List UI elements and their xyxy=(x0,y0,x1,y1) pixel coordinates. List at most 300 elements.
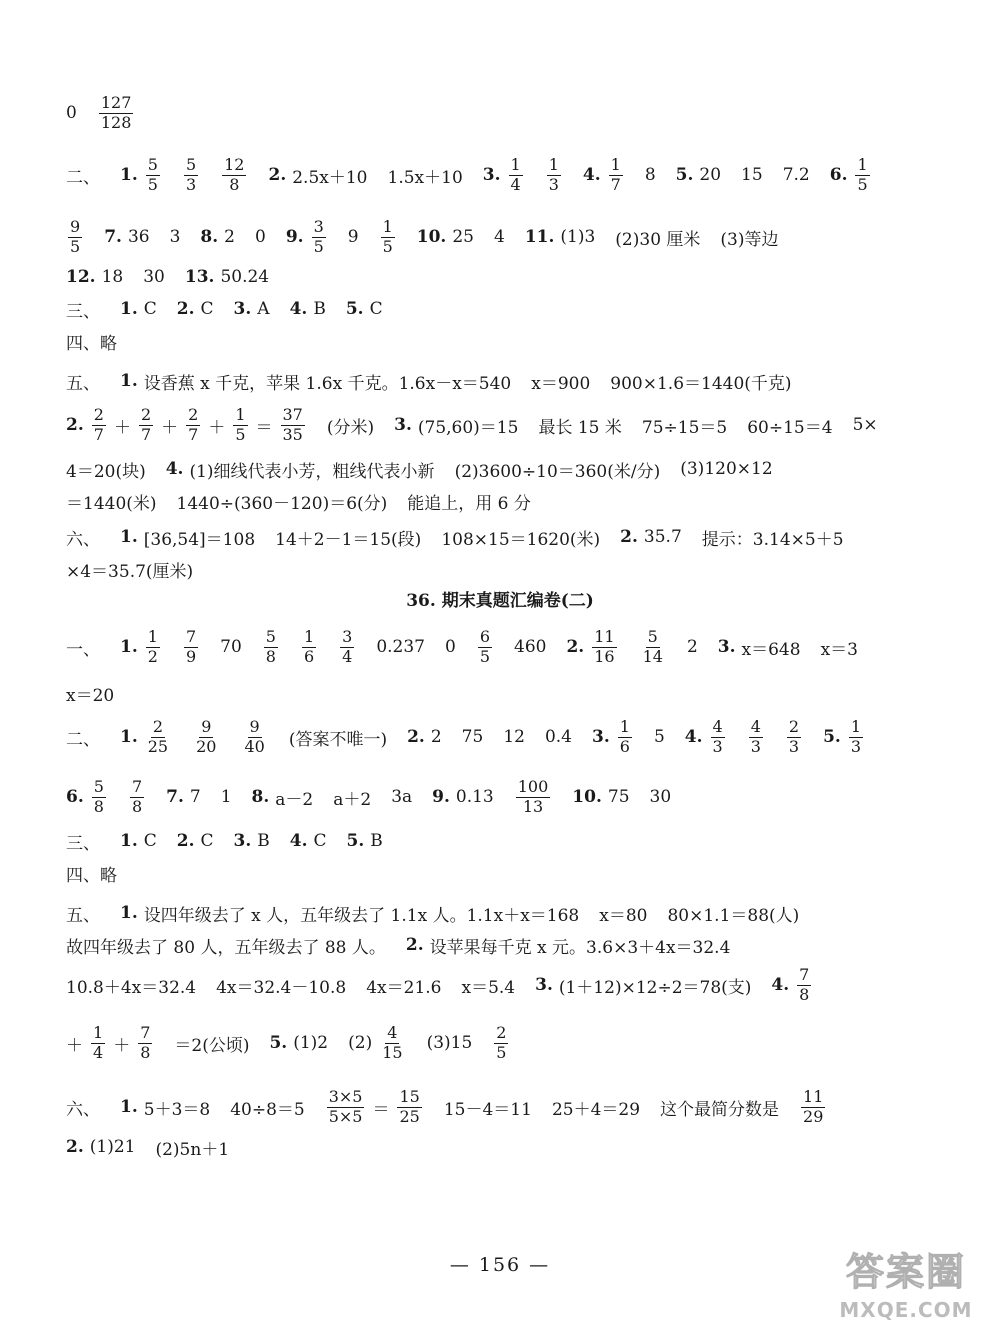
answer-text: 四、略 xyxy=(66,865,117,886)
page-number: — 156 — xyxy=(449,1254,551,1276)
numerator: 12 xyxy=(224,154,245,174)
question-number: 3. xyxy=(233,299,252,319)
numerator: 4 xyxy=(750,716,761,736)
answer-text: 1 xyxy=(220,787,232,807)
denominator: 15 xyxy=(382,1042,403,1062)
answer-text: ＋ xyxy=(113,417,131,438)
fraction xyxy=(514,776,553,816)
answer-text: 2.5x＋10 xyxy=(292,167,368,188)
question-number: 3. xyxy=(717,637,736,657)
answer-text: 2 xyxy=(686,637,698,657)
answer-text: ＋ xyxy=(161,417,179,438)
fraction xyxy=(847,716,865,756)
fraction-stack xyxy=(787,716,801,756)
denominator: 3 xyxy=(850,736,862,756)
answer-text: x＝20 xyxy=(66,685,115,706)
answer-text: (75,60)＝15 xyxy=(417,417,519,438)
answer-text: 四、略 xyxy=(66,333,117,354)
answer-text: 设四年级去了 x 人，五年级去了 1.1x 人。1.1x＋x＝168 xyxy=(143,905,580,926)
answer-text: a＋2 xyxy=(333,789,372,810)
numerator: 11 xyxy=(594,626,615,646)
denominator: 2 xyxy=(147,646,158,666)
answer-text: 25 xyxy=(452,227,474,247)
denominator: 8 xyxy=(265,646,276,666)
question-number: 11. xyxy=(524,227,555,247)
fraction-stack xyxy=(855,154,869,194)
answer-text: C xyxy=(369,299,383,319)
question-number: 2. xyxy=(407,727,425,747)
fraction xyxy=(184,404,202,444)
fraction xyxy=(799,1086,827,1126)
answer-line xyxy=(66,1122,946,1172)
answer-text: 30 xyxy=(649,787,672,807)
answer-text: 六、 xyxy=(66,1099,100,1120)
fraction-stack xyxy=(797,964,811,1004)
fraction-stack xyxy=(381,216,395,256)
fraction-stack xyxy=(91,1022,105,1062)
question-number: 4. xyxy=(289,299,308,319)
numerator: 11 xyxy=(803,1086,824,1106)
answer-text: 五、 xyxy=(66,905,100,926)
numerator: 1 xyxy=(235,404,246,424)
numerator: 1 xyxy=(610,154,621,174)
answer-text: 35.7 xyxy=(643,527,682,547)
answer-text: (1＋12)×12÷2＝78(支) xyxy=(558,977,752,998)
answer-text: 5× xyxy=(852,415,878,435)
fraction xyxy=(590,626,618,666)
question-number: 6. xyxy=(66,787,84,807)
numerator: 127 xyxy=(100,92,132,112)
fraction-stack xyxy=(509,154,523,194)
fraction xyxy=(97,92,136,132)
answer-line xyxy=(66,356,946,406)
answer-text: C xyxy=(200,831,214,851)
answer-text: 1440÷(360－120)＝6(分) xyxy=(176,493,388,514)
question-number: 1. xyxy=(120,371,138,391)
fraction xyxy=(853,154,871,194)
denominator: 7 xyxy=(140,424,152,444)
fraction xyxy=(325,1086,367,1126)
question-number: 5. xyxy=(823,727,841,747)
question-number: 4. xyxy=(289,831,308,851)
answer-text: 一、 xyxy=(66,639,100,660)
fraction xyxy=(395,1086,423,1126)
question-number: 3. xyxy=(482,165,501,185)
answer-text: x＝3 xyxy=(820,639,858,660)
fraction-stack xyxy=(302,626,316,666)
answer-text: ＋ xyxy=(66,1035,83,1056)
answer-text: ＝1440(米) xyxy=(66,493,157,514)
answer-line xyxy=(66,150,946,200)
fraction-stack xyxy=(146,626,160,666)
numerator: 7 xyxy=(140,1022,151,1042)
numerator: 1 xyxy=(382,216,393,236)
fraction xyxy=(128,776,146,816)
answer-line xyxy=(66,1018,946,1068)
answer-text: 0.237 xyxy=(376,637,425,657)
answer-text: x＝900 xyxy=(531,373,591,394)
fraction-stack xyxy=(186,404,200,444)
fraction xyxy=(136,1022,154,1062)
question-number: 8. xyxy=(251,787,270,807)
numerator: 6 xyxy=(479,626,491,646)
question-number: 1. xyxy=(120,727,138,747)
question-number: 6. xyxy=(829,165,848,185)
numerator: 5 xyxy=(647,626,658,646)
answer-text: (分米) xyxy=(326,417,375,438)
question-number: 2. xyxy=(405,935,424,955)
fraction-stack xyxy=(130,776,144,816)
answer-text: ＝2(公顷) xyxy=(174,1035,250,1056)
answer-text: 这个最简分数是 xyxy=(660,1099,780,1120)
answer-text: 0.4 xyxy=(544,727,572,747)
fraction xyxy=(492,1022,510,1062)
denominator: 8 xyxy=(93,796,104,816)
question-number: 1. xyxy=(120,165,138,185)
fraction xyxy=(231,404,249,444)
answer-line xyxy=(66,622,946,672)
numerator: 7 xyxy=(799,964,810,984)
answer-text: 4 xyxy=(493,227,505,247)
answer-text: 3 xyxy=(169,227,181,247)
question-number: 9. xyxy=(432,787,450,807)
answer-text: (3)等边 xyxy=(720,229,779,250)
denominator: 8 xyxy=(140,1042,151,1062)
answer-text: 4x＝21.6 xyxy=(366,977,442,998)
fraction xyxy=(90,776,108,816)
numerator: 5 xyxy=(93,776,104,796)
denominator: 4 xyxy=(93,1042,104,1062)
denominator: 3 xyxy=(548,174,559,194)
answer-text: 故四年级去了 80 人，五年级去了 88 人。 xyxy=(66,937,386,958)
watermark-main: 答案圈 xyxy=(845,1250,966,1294)
answer-text: 0 xyxy=(66,103,77,123)
denominator: 8 xyxy=(131,796,143,816)
fraction xyxy=(607,154,625,194)
denominator: 8 xyxy=(799,984,810,1004)
fraction xyxy=(144,626,162,666)
denominator: 40 xyxy=(244,736,265,756)
numerator: 15 xyxy=(399,1086,420,1106)
denominator: 5 xyxy=(496,1042,507,1062)
answer-text: x＝80 xyxy=(599,905,648,926)
fraction xyxy=(240,716,268,756)
answer-text: (2)3600÷10＝360(米/分) xyxy=(454,461,661,482)
fraction-stack xyxy=(68,216,82,256)
question-number: 3. xyxy=(233,831,252,851)
answer-text: (1)21 xyxy=(89,1137,136,1157)
denominator: 9 xyxy=(185,646,197,666)
answer-text: 75÷15＝5 xyxy=(641,417,728,438)
denominator: 8 xyxy=(229,174,240,194)
answer-text: 5＋3＝8 xyxy=(143,1099,211,1120)
answer-line xyxy=(66,772,946,822)
fraction-stack xyxy=(592,626,616,666)
answer-text: [36,54]＝108 xyxy=(143,529,256,550)
denominator: 4 xyxy=(510,174,521,194)
fraction-stack xyxy=(92,404,106,444)
question-number: 2. xyxy=(66,1137,84,1157)
answer-text: C xyxy=(200,299,214,319)
answer-line xyxy=(66,88,946,138)
question-number: 5. xyxy=(345,299,364,319)
denominator: 3 xyxy=(712,736,723,756)
answer-text: 五、 xyxy=(66,373,100,394)
numerator: 2 xyxy=(496,1022,507,1042)
answer-text: (2)5n＋1 xyxy=(155,1139,230,1160)
fraction xyxy=(90,404,108,444)
fraction-stack xyxy=(494,1022,508,1062)
answer-text: 2 xyxy=(224,227,235,247)
answer-text: 4＝20(块) xyxy=(66,461,146,482)
denominator: 5 xyxy=(70,236,81,256)
answer-text: 最长 15 米 xyxy=(538,417,622,438)
numerator: 1 xyxy=(850,716,862,736)
watermark-domain: MXQE.COM xyxy=(839,1298,973,1322)
answer-text: B xyxy=(313,299,326,319)
numerator: 3×5 xyxy=(328,1086,363,1106)
answer-text: 设香蕉 x 千克，苹果 1.6x 千克。1.6x－x＝540 xyxy=(143,373,512,394)
answer-text: 1.5x＋10 xyxy=(387,167,463,188)
question-number: 8. xyxy=(200,227,219,247)
answer-text: 提示：3.14×5＋5 xyxy=(701,529,844,550)
answer-text: 12 xyxy=(503,727,525,747)
question-number: 3. xyxy=(394,415,412,435)
denominator: 5 xyxy=(382,236,393,256)
fraction xyxy=(300,626,318,666)
denominator: 25 xyxy=(147,736,169,756)
answer-text: 15 xyxy=(741,165,763,185)
fraction xyxy=(89,1022,107,1062)
denominator: 3 xyxy=(750,736,761,756)
fraction xyxy=(476,626,494,666)
answer-text: 7.2 xyxy=(782,165,810,185)
numerator: 4 xyxy=(712,716,723,736)
question-number: 10. xyxy=(572,787,602,807)
fraction-stack xyxy=(641,626,665,666)
fraction-stack xyxy=(222,154,246,194)
answer-text: 三、 xyxy=(66,833,100,854)
question-number: 1. xyxy=(120,1097,138,1117)
answer-text: x＝5.4 xyxy=(461,977,516,998)
fraction xyxy=(182,626,200,666)
fraction xyxy=(379,216,397,256)
answer-line xyxy=(66,712,946,762)
answer-text: 18 xyxy=(101,267,124,287)
denominator: 5×5 xyxy=(328,1106,363,1126)
fraction xyxy=(795,964,813,1004)
answer-text: 二、 xyxy=(66,167,100,188)
question-number: 7. xyxy=(104,227,122,247)
fraction xyxy=(137,404,155,444)
question-number: 5. xyxy=(675,165,694,185)
numerator: 5 xyxy=(185,154,197,174)
answer-text: (2) xyxy=(348,1033,373,1053)
answer-text: 60÷15＝4 xyxy=(747,417,833,438)
answer-text: A xyxy=(257,299,270,319)
answer-text: 0 xyxy=(254,227,266,247)
denominator: 5 xyxy=(857,174,868,194)
answer-text: C xyxy=(313,831,327,851)
answer-text: 25＋4＝29 xyxy=(551,1099,641,1120)
question-number: 4. xyxy=(684,727,703,747)
fraction-stack xyxy=(711,716,725,756)
denominator: 29 xyxy=(803,1106,824,1126)
answer-text: 0.13 xyxy=(455,787,494,807)
fraction xyxy=(507,154,525,194)
numerator: 7 xyxy=(185,626,197,646)
watermark-logo xyxy=(820,1246,992,1336)
fraction xyxy=(220,154,248,194)
section-title: 36. 期末真题汇编卷(二) xyxy=(406,591,594,611)
question-number: 2. xyxy=(176,299,195,319)
answer-text: 40÷8＝5 xyxy=(230,1099,305,1120)
fraction-stack xyxy=(233,404,247,444)
fraction xyxy=(262,626,280,666)
fraction xyxy=(144,716,172,756)
numerator: 1 xyxy=(147,626,158,646)
numerator: 2 xyxy=(188,404,199,424)
fraction xyxy=(192,716,220,756)
fraction xyxy=(66,216,84,256)
fraction-stack xyxy=(146,716,170,756)
fraction xyxy=(785,716,803,756)
fraction-stack xyxy=(618,716,632,756)
question-number: 1. xyxy=(120,903,138,923)
answer-text: 15－4＝11 xyxy=(443,1099,532,1120)
answer-text: 75 xyxy=(607,787,630,807)
numerator: 7 xyxy=(131,776,143,796)
denominator: 128 xyxy=(100,112,132,132)
question-number: 1. xyxy=(120,527,138,547)
denominator: 14 xyxy=(642,646,663,666)
denominator: 3 xyxy=(788,736,800,756)
answer-text: ＋ xyxy=(113,1035,131,1056)
answer-text: ×4＝35.7(厘米) xyxy=(66,561,194,582)
answer-text: (答案不唯一) xyxy=(288,729,388,750)
denominator: 35 xyxy=(282,424,303,444)
answer-text: 108×15＝1620(米) xyxy=(441,529,601,550)
fraction xyxy=(545,154,563,194)
fraction-stack xyxy=(609,154,623,194)
answer-text: 80×1.1＝88(人) xyxy=(667,905,800,926)
numerator: 2 xyxy=(152,716,164,736)
fraction-stack xyxy=(99,92,134,132)
answer-text: (1)3 xyxy=(560,227,596,247)
fraction xyxy=(182,154,200,194)
answer-text: 36 xyxy=(127,227,150,247)
fraction xyxy=(279,404,307,444)
denominator: 4 xyxy=(342,646,353,666)
answer-line xyxy=(66,960,946,1010)
question-number: 4. xyxy=(771,975,790,995)
fraction-stack xyxy=(849,716,863,756)
fraction-stack xyxy=(146,154,160,194)
answer-text: 二、 xyxy=(66,729,100,750)
numerator: 1 xyxy=(857,154,868,174)
numerator: 5 xyxy=(147,154,158,174)
denominator: 20 xyxy=(196,736,217,756)
numerator: 4 xyxy=(387,1022,398,1042)
answer-text: (3)15 xyxy=(426,1033,473,1053)
answer-text: 9 xyxy=(347,227,359,247)
question-number: 3. xyxy=(535,975,553,995)
answer-text: ＝ xyxy=(255,417,273,438)
question-number: 5. xyxy=(346,831,365,851)
fraction-stack xyxy=(194,716,218,756)
answer-text: 能追上，用 6 分 xyxy=(407,493,531,514)
fraction-stack xyxy=(397,1086,421,1126)
numerator: 37 xyxy=(282,404,303,424)
denominator: 6 xyxy=(619,736,630,756)
answer-text: 8 xyxy=(644,165,656,185)
answer-text: 75 xyxy=(461,727,484,747)
question-number: 2. xyxy=(176,831,195,851)
fraction-stack xyxy=(138,1022,152,1062)
answer-text: C xyxy=(143,299,157,319)
answer-text: C xyxy=(143,831,157,851)
fraction-stack xyxy=(801,1086,825,1126)
fraction-stack xyxy=(340,626,354,666)
denominator: 25 xyxy=(399,1106,420,1126)
numerator: 3 xyxy=(342,626,353,646)
answer-text: 900×1.6＝1440(千克) xyxy=(610,373,792,394)
numerator: 9 xyxy=(201,716,212,736)
answer-text: 70 xyxy=(220,637,242,657)
answer-text: 2 xyxy=(430,727,442,747)
question-number: 2. xyxy=(620,527,638,547)
fraction-stack xyxy=(749,716,763,756)
answer-text: ＝ xyxy=(372,1099,390,1120)
answer-line xyxy=(66,400,946,450)
fraction-stack xyxy=(242,716,266,756)
fraction-stack xyxy=(184,626,198,666)
fraction-stack xyxy=(281,404,305,444)
numerator: 9 xyxy=(249,716,260,736)
answer-line xyxy=(66,668,946,718)
fraction xyxy=(747,716,765,756)
question-number: 12. xyxy=(66,267,96,287)
denominator: 6 xyxy=(303,646,315,666)
fraction-stack xyxy=(327,1086,365,1126)
numerator: 5 xyxy=(265,626,276,646)
answer-text: 50.24 xyxy=(220,267,270,287)
fraction-stack xyxy=(547,154,561,194)
numerator: 1 xyxy=(303,626,315,646)
answer-text: x＝648 xyxy=(741,639,801,660)
question-number: 10. xyxy=(416,227,447,247)
denominator: 5 xyxy=(147,174,158,194)
denominator: 13 xyxy=(522,796,544,816)
denominator: 16 xyxy=(594,646,615,666)
answer-text: 3a xyxy=(391,787,413,807)
numerator: 1 xyxy=(510,154,521,174)
question-number: 5. xyxy=(269,1033,288,1053)
question-number: 2. xyxy=(268,165,287,185)
denominator: 7 xyxy=(93,424,104,444)
answer-text: 7 xyxy=(189,787,201,807)
fraction xyxy=(144,154,162,194)
fraction-stack xyxy=(516,776,551,816)
numerator: 1 xyxy=(548,154,559,174)
fraction xyxy=(378,1022,406,1062)
numerator: 1 xyxy=(93,1022,104,1042)
numerator: 2 xyxy=(788,716,800,736)
question-number: 2. xyxy=(566,637,585,657)
fraction xyxy=(338,626,356,666)
answer-text: 460 xyxy=(514,637,547,657)
question-number: 9. xyxy=(285,227,304,247)
